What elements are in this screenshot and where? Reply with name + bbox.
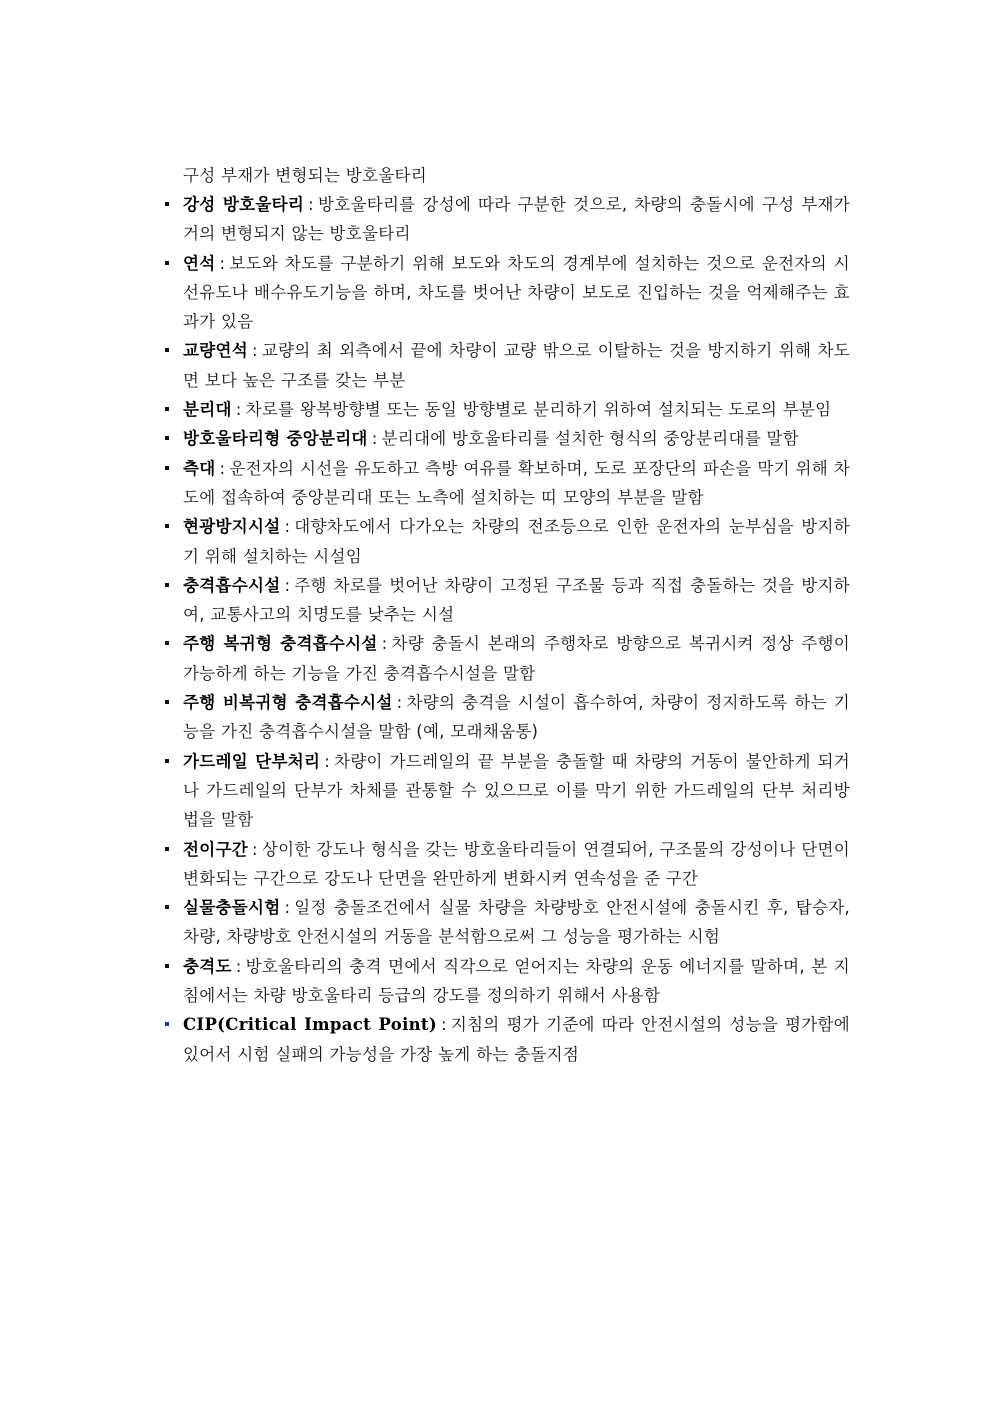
separator: : [251,341,258,361]
term-label: 주행 복귀형 충격흡수시설 [183,634,378,654]
list-item [165,454,850,513]
list-item [165,835,850,894]
bullet-icon [165,202,169,206]
separator: : [235,400,242,420]
definition-text: 운전자의 시선을 유도하고 측방 여유를 확보하며, 도로 포장단의 파손을 막기 위해 차도에 접속하여 중앙분리대 또는 노측에 설치하는 띠 모양의 부분을 말함 [183,458,850,507]
list-item [165,249,850,337]
list-item [165,629,850,688]
bullet-icon [165,348,169,352]
term-label: 강성 방호울타리 [183,195,305,214]
bullet-icon [165,700,169,704]
separator: : [371,429,378,449]
list-item [165,336,850,395]
bullet-icon [165,436,169,440]
list-item [165,688,850,747]
bullet-icon [165,759,169,763]
bullet-icon [165,583,169,587]
definition-text: 방호울타리를 강성에 따라 구분한 것으로, 차량의 충돌시에 구성 부재가 거의 변형되지 않는 방호울타리 [183,195,850,244]
list-item [165,747,850,835]
definition-text: 차로를 왕복방향별 또는 동일 방향별로 분리하기 위하여 설치되는 도로의 부분임 [245,400,832,420]
list-item [165,395,850,424]
definition-text: 대향차도에서 다가오는 차량의 전조등으로 인한 운전자의 눈부심을 방지하기 위해 설치하는 시설임 [183,517,850,566]
definition-text: 차량의 충격을 시설이 흡수하여, 차량이 정지하도록 하는 기능을 가진 충격흡수시설을 말함 (예, 모래채움통) [183,693,850,742]
bullet-icon [165,964,169,968]
term-label: 측대 [183,458,216,478]
term-label: 교량연석 [183,341,248,361]
separator: : [308,195,314,214]
term-label: 연석 [183,253,216,273]
separator: : [324,751,331,771]
term-label: 가드레일 단부처리 [183,751,321,771]
list-item [165,424,850,453]
separator: : [440,1015,447,1035]
term-label: 주행 비복귀형 충격흡수시설 [183,693,393,713]
list-item [165,571,850,630]
term-label: 전이구간 [183,839,248,859]
separator: : [219,458,226,478]
separator: : [284,517,291,537]
definition-text: 차량이 가드레일의 끝 부분을 충돌할 때 차량의 거동이 불안하게 되거나 가드레일의 단부가 차체를 관통할 수 있으므로 이를 막기 위한 가드레일의 단부 처리방법을 말함 [183,751,850,830]
definition-text: 차량 충돌시 본래의 주행차로 방향으로 복귀시켜 정상 주행이 가능하게 하는 기능을 가진 충격흡수시설을 말함 [183,634,850,683]
definition-text: 교량의 최 외측에서 끝에 차량이 교량 밖으로 이탈하는 것을 방지하기 위해 차도면 보다 높은 구조를 갖는 부분 [183,341,850,390]
list-item [165,1010,850,1069]
term-label: 실물충돌시험 [183,898,281,918]
continuation-line: 구성 부재가 변형되는 방호울타리 [183,166,427,185]
separator: : [251,839,258,859]
separator: : [284,898,291,918]
bullet-icon [165,261,169,265]
term-label: 현광방지시설 [183,517,281,537]
term-label: 분리대 [183,400,232,420]
separator: : [396,693,403,713]
term-label: 방호울타리형 중앙분리대 [183,429,368,449]
bullet-icon [165,407,169,411]
separator: : [381,634,388,654]
separator: : [219,253,226,273]
separator: : [284,575,291,595]
definition-text: 일정 충돌조건에서 실물 차량을 차량방호 안전시설에 충돌시킨 후, 탑승자, 차량, 차량방호 안전시설의 거동을 분석함으로써 그 성능을 평가하는 시험 [183,898,850,947]
list-item [165,893,850,952]
bullet-icon [165,641,169,645]
definition-text: 상이한 강도나 형식을 갖는 방호울타리들이 연결되어, 구조물의 강성이나 단면이 변화되는 구간으로 강도나 단면을 완만하게 변화시켜 연속성을 준 구간 [183,839,850,888]
definition-text: 주행 차로를 벗어난 차량이 고정된 구조물 등과 직접 충돌하는 것을 방지하여, 교통사고의 치명도를 낮추는 시설 [183,575,850,625]
bullet-icon [165,847,169,851]
definition-text: 지침의 평가 기준에 따라 안전시설의 성능을 평가함에 있어서 시험 실패의 가능성을 가장 높게 하는 충돌지점 [183,1015,851,1064]
list-item [165,952,850,1011]
separator: : [235,956,242,976]
definition-text: 분리대에 방호울타리를 설치한 형식의 중앙분리대를 말함 [381,429,800,449]
definition-list [165,190,850,1069]
bullet-icon [165,524,169,528]
list-item [165,512,850,571]
bullet-icon [165,466,169,470]
definition-text: 방호울타리의 충격 면에서 직각으로 얻어지는 차량의 운동 에너지를 말하며, 본 지침에서는 차량 방호울타리 등급의 강도를 정의하기 위해서 사용함 [183,956,850,1006]
term-label: CIP(Critical Impact Point) [183,1015,437,1035]
term-label: 충격흡수시설 [183,575,281,595]
definition-text: 보도와 차도를 구분하기 위해 보도와 차도의 경계부에 설치하는 것으로 운전자의 시선유도나 배수유도기능을 하며, 차도를 벗어난 차량이 보도로 진입하는 것을 억제해주는 효과가 있음 [183,253,850,332]
term-label: 충격도 [183,956,232,976]
bullet-icon [165,1022,169,1026]
list-item [165,190,850,249]
bullet-icon [165,905,169,909]
